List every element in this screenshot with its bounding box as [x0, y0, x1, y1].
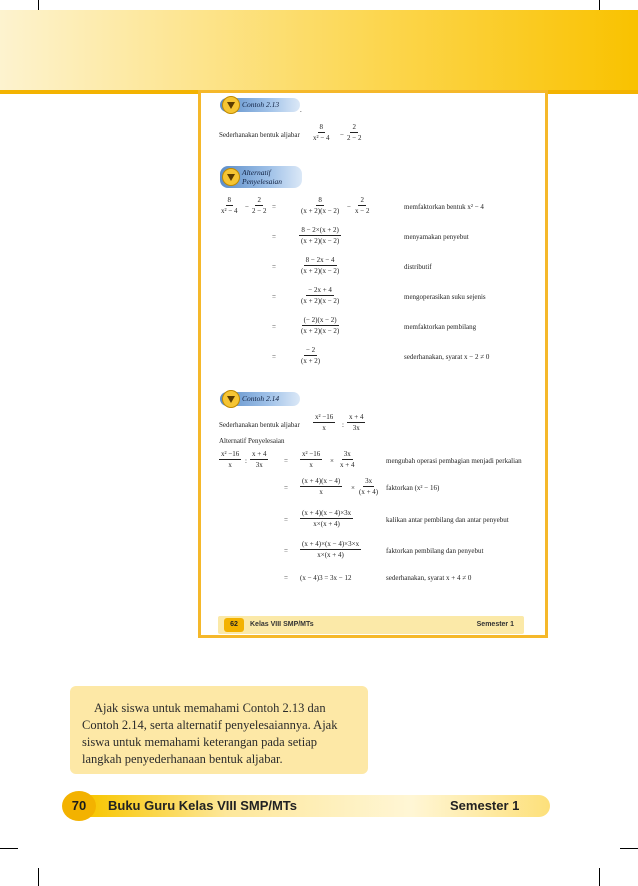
equals: = — [284, 457, 288, 465]
step-note: sederhanakan, syarat x + 4 ≠ 0 — [386, 574, 472, 582]
equals: = — [272, 293, 276, 301]
equals: = — [272, 263, 276, 271]
equals: = — [272, 203, 276, 211]
example-prompt: Sederhanakan bentuk aljabar — [219, 131, 300, 139]
step-note: memfaktorkan pembilang — [404, 323, 477, 331]
fraction: $\frac{x + 4}{3x}$ — [349, 413, 364, 432]
equals: = — [272, 323, 276, 331]
example-tag-2-13: Contoh 2.13 — [220, 98, 300, 112]
operator: : — [342, 421, 344, 429]
operator: × — [330, 457, 334, 465]
fraction: $\frac{(x + 4)(x - 4)}{x}$ — [302, 477, 341, 496]
dot: . — [300, 106, 302, 114]
inner-page-footer — [218, 616, 524, 634]
inner-book-title: Kelas VIII SMP/MTs — [250, 621, 314, 628]
step-note: faktorkan (x² − 16) — [386, 484, 440, 492]
book-title: Buku Guru Kelas VIII SMP/MTs — [108, 798, 298, 813]
inner-semester: Semester 1 — [476, 621, 514, 628]
fraction: $\frac{2}{x - 2}$ — [355, 196, 370, 215]
step-note: mengubah operasi pembagian menjadi perkalian — [386, 457, 522, 465]
equals: = — [284, 574, 288, 582]
solution-badge-icon — [222, 168, 240, 186]
example-prompt: Sederhanakan bentuk aljabar — [219, 421, 300, 429]
crop-mark — [0, 848, 18, 849]
fraction: $\frac{\text{x² −16}}{x}$ — [315, 413, 334, 432]
example-tag-2-14: Contoh 2.14 — [220, 392, 300, 406]
equals: = — [284, 484, 288, 492]
fraction: $\frac{8}{(x + 2)(x - 2)}$ — [301, 196, 340, 215]
operator: − — [347, 203, 351, 211]
teacher-note — [70, 686, 368, 774]
fraction: $\frac{8}{\text{x² − 4}}$ — [221, 196, 238, 215]
step-note: distributif — [404, 263, 432, 271]
fraction: $\frac{\text{x² −16}}{x}$ — [221, 450, 240, 469]
operator: : — [245, 457, 247, 465]
alternative-solution-tag: Alternatif Penyelesaian — [220, 166, 302, 188]
operator: − — [340, 131, 344, 139]
crop-mark — [38, 868, 39, 886]
operator: × — [351, 484, 355, 492]
crop-mark — [599, 868, 600, 886]
example-badge-icon — [222, 96, 240, 114]
fraction: $\frac{- 2x + 4}{(x + 2)(x - 2)}$ — [301, 286, 340, 305]
step-note: menyamakan penyebut — [404, 233, 469, 241]
fraction: $\frac{2}{2 - 2}$ — [252, 196, 267, 215]
final-result: (x − 4)3 = 3x − 12 — [300, 574, 352, 582]
example-badge-icon — [222, 390, 240, 408]
crop-mark — [620, 848, 638, 849]
teacher-note-line: Ajak siswa untuk memahami Contoh 2.13 dan — [94, 701, 326, 715]
fraction: $\frac{x + 4}{3x}$ — [252, 450, 267, 469]
teacher-note-line: siswa untuk memahami keterangan pada setiap — [82, 735, 317, 749]
step-note: kalikan antar pembilang dan antar penyebut — [386, 516, 509, 524]
fraction: $\frac{3x}{(x + 4)}$ — [359, 477, 379, 496]
step-note: mengoperasikan suku sejenis — [404, 293, 486, 301]
fraction: $\frac{3x}{x + 4}$ — [340, 450, 355, 469]
fraction: $\frac{8}{\text{x² − 4}}$ — [313, 123, 330, 142]
operator: − — [245, 203, 249, 211]
semester-label: Semester 1 — [450, 798, 520, 813]
fraction: $\frac{(x + 4)(x - 4)\times 3x}{x\times(x + 4)}$ — [302, 509, 352, 528]
step-note: faktorkan pembilang dan penyebut — [386, 547, 484, 555]
fraction: $\frac{2}{2 - 2}$ — [347, 123, 362, 142]
fraction: $\frac{\text{x² −16}}{x}$ — [302, 450, 321, 469]
step-note: sederhanakan, syarat x − 2 ≠ 0 — [404, 353, 490, 361]
step-note: memfaktorkan bentuk x² − 4 — [404, 203, 484, 211]
inner-page-number: 62 — [224, 618, 244, 632]
teacher-note-line: langkah penyederhanaan bentuk aljabar. — [82, 752, 283, 766]
fraction: $\frac{8 - 2x - 4}{(x + 2)(x - 2)}$ — [301, 256, 340, 275]
fraction: $\frac{(x + 4)\times(x - 4)\times 3\times x}{x\times(x + 4)}$ — [302, 540, 360, 559]
teacher-note-line: Contoh 2.14, serta alternatif penyelesaiannya. Ajak — [82, 718, 338, 732]
alternative-solution-label: Alternatif Penyelesaian — [219, 437, 285, 445]
fraction: $\frac{(- 2)(x - 2)}{(x + 2)(x - 2)}$ — [301, 316, 340, 335]
fraction: $\frac{- 2}{(x + 2)}$ — [301, 346, 321, 365]
fraction: $\frac{8 - 2\times(x + 2)}{(x + 2)(x - 2)}$ — [301, 226, 340, 245]
equals: = — [284, 547, 288, 555]
equals: = — [284, 516, 288, 524]
page-number: 70 — [62, 791, 96, 821]
equals: = — [272, 233, 276, 241]
header-band — [0, 10, 638, 90]
equals: = — [272, 353, 276, 361]
